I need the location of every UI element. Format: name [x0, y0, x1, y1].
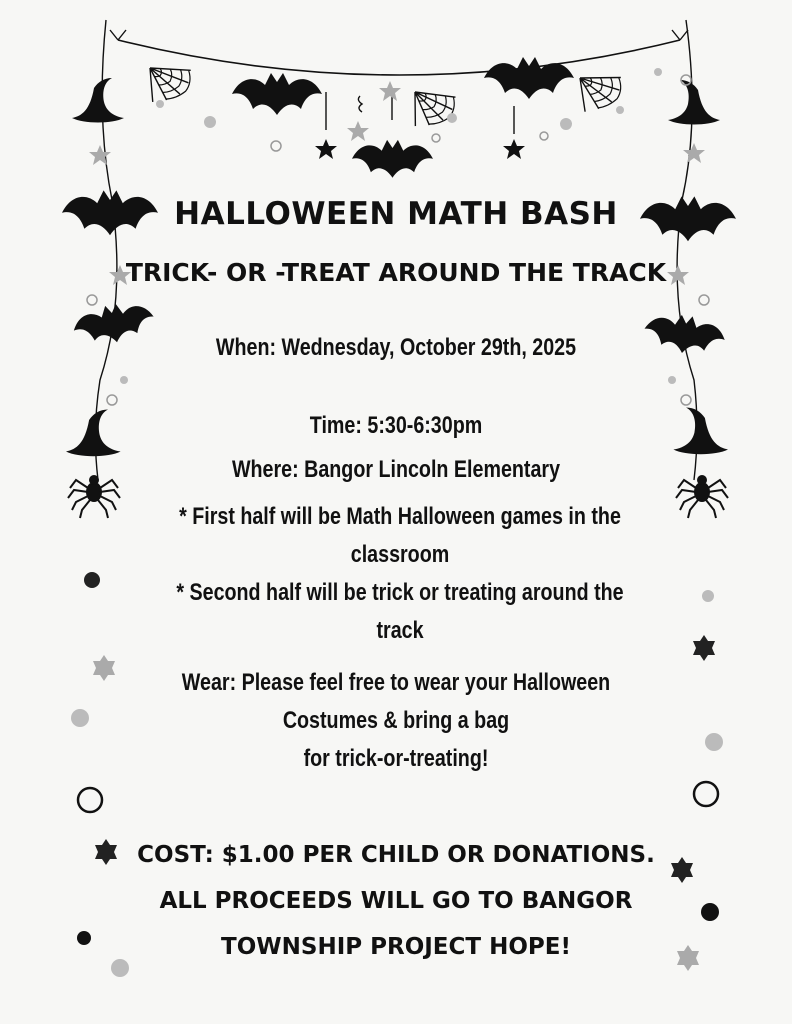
page-title: HALLOWEEN MATH BASH — [174, 196, 618, 232]
subtitle: TRICK- OR -TREAT AROUND THE TRACK — [125, 258, 667, 287]
star-icon — [347, 121, 369, 141]
bullet-first-half-line-2: classroom — [350, 541, 450, 568]
bullet-second-half-line-1: * Second half will be trick or treating around the — [176, 579, 624, 606]
cost-section — [0, 832, 792, 970]
star-icon — [379, 81, 401, 101]
cost-line-3: TOWNSHIP PROJECT HOPE! — [221, 934, 571, 960]
wear-section — [71, 664, 720, 778]
event-location: Where: Bangor Lincoln Elementary — [231, 456, 561, 483]
wear-line-2: Costumes & bring a bag — [282, 707, 510, 734]
event-date: When: Wednesday, October 29th, 2025 — [215, 334, 577, 361]
garland — [110, 30, 688, 178]
cost-line-1: COST: $1.00 PER CHILD OR DONATIONS. — [137, 842, 655, 868]
event-time: Time: 5:30-6:30pm — [309, 412, 483, 439]
bullet-first-half — [138, 498, 663, 574]
wear-line-1: Wear: Please feel free to wear your Halloween — [181, 669, 611, 696]
cost-line-2: ALL PROCEEDS WILL GO TO BANGOR — [159, 888, 633, 914]
bullet-first-half-line-1: * First half will be Math Halloween games in the — [179, 503, 621, 530]
bullet-second-half-line-2: track — [376, 617, 424, 644]
witch-hat-icon — [668, 80, 720, 125]
star-icon — [503, 139, 525, 159]
bullet-second-half — [138, 574, 663, 650]
wear-line-3: for trick-or-treating! — [303, 745, 489, 772]
bat-icon — [352, 140, 433, 178]
bat-icon — [232, 73, 322, 115]
star-icon — [315, 139, 337, 159]
witch-hat-icon — [72, 78, 124, 123]
